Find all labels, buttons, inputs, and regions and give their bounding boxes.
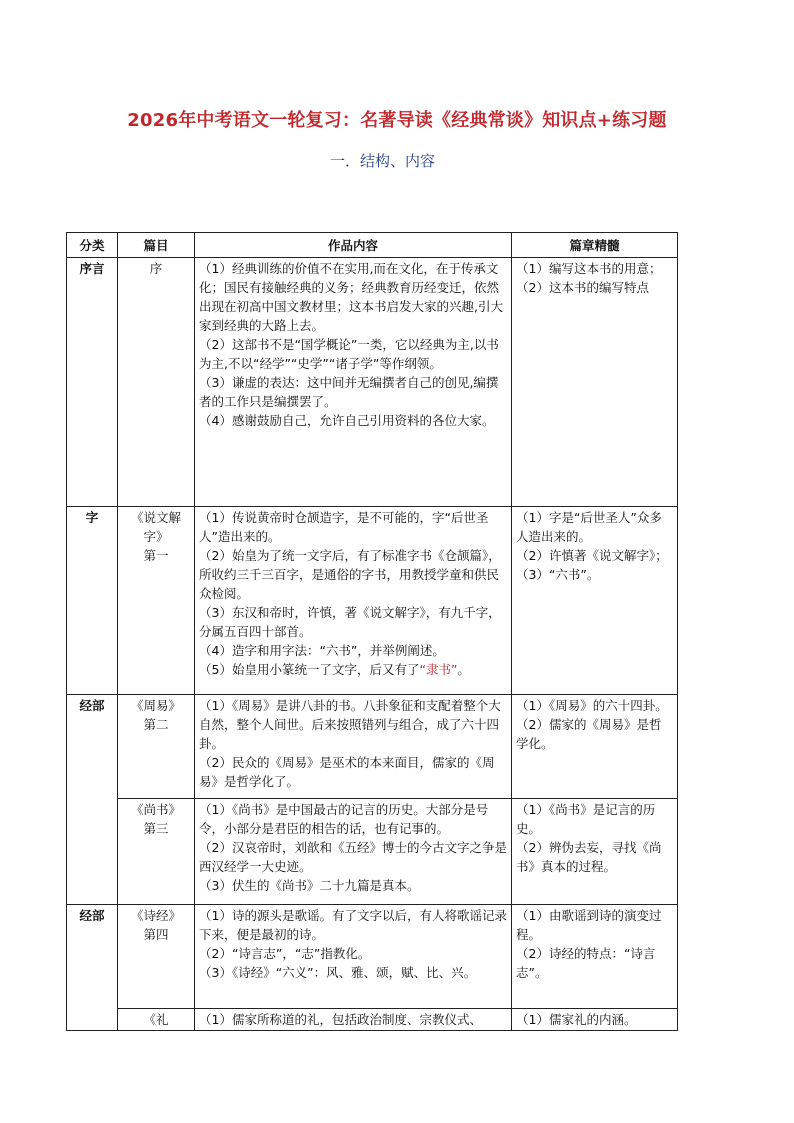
content-cell [195, 799, 512, 905]
chapter-cell [118, 905, 195, 1009]
content-item: （2）始皇为了统一文字后，有了标准字书《仓颉篇》，所收约三千三百字，是通俗的字书，用教授学童和供民众检阅。 [199, 548, 501, 601]
essence-item: （1）字是“后世圣人”众多人造出来的。 [516, 510, 662, 544]
essence-item: （3）“六书”。 [516, 567, 600, 582]
content-item: （2）汉哀帝时，刘歆和《五经》博士的今古文字之争是西汉经学一大史迹。 [199, 840, 507, 874]
header-content: 作品内容 [195, 233, 512, 258]
header-chapter: 篇目 [118, 233, 195, 258]
chapter-cell [118, 507, 195, 695]
content-item: （4）造字和用字法：“六书”，并举例阐述。 [199, 643, 445, 658]
chapter-line: 第一 [143, 548, 169, 563]
chapter-cell [118, 799, 195, 905]
essence-cell [512, 1009, 678, 1031]
chapter-line: 《礼 [143, 1012, 169, 1027]
category-cell: 经部 [67, 905, 118, 1031]
category-cell: 序言 [67, 258, 118, 507]
chapter-line: 第二 [143, 717, 169, 732]
essence-item: （2）这本书的编写特点 [516, 280, 649, 295]
content-item: （2）这部书不是“国学概论”一类，它以经典为主,以书为主,不以“经学”“史学”“诸子学”等作纲领。 [199, 337, 499, 371]
content-item: （1）传说黄帝时仓颉造字，是不可能的，字“后世圣人”造出来的。 [199, 510, 489, 544]
chapter-line: 《说文解 [130, 510, 181, 525]
essence-cell [512, 905, 678, 1009]
content-item: （1）《周易》是讲八卦的书。八卦象征和支配着整个大自然，整个人间世。后来按照错列与组合，成了六十四卦。 [199, 698, 501, 751]
essence-cell [512, 507, 678, 695]
content-item: （1）儒家所称道的礼，包括政治制度、宗教仪式、 [199, 1012, 482, 1027]
content-cell [195, 258, 512, 507]
content-item: （5）始皇用小篆统一了文字，后又有了“隶书”。 [199, 662, 470, 677]
content-cell [195, 695, 512, 799]
header-essence: 篇章精髓 [512, 233, 678, 258]
page-title: 2026年中考语文一轮复习：名著导读《经典常谈》知识点+练习题 [127, 110, 667, 131]
table-row [67, 258, 678, 507]
essence-item: （2）诗经的特点：“诗言志”。 [516, 946, 656, 980]
category-cell: 字 [67, 507, 118, 695]
chapter-line: 第三 [143, 821, 169, 836]
content-table [66, 232, 678, 1031]
chapter-line: 《诗经》 [130, 908, 181, 923]
content-item: （1）诗的源头是歌谣。有了文字以后，有人将歌谣记录下来，便是最初的诗。 [199, 908, 507, 942]
table-row [67, 799, 678, 905]
content-cell [195, 905, 512, 1009]
chapter-line: 序 [149, 261, 163, 276]
content-item: （3）伏生的《尚书》二十九篇是真本。 [199, 878, 420, 893]
essence-item: （1）《尚书》是记言的历史。 [516, 802, 656, 836]
essence-item: （1）编写这本书的用意； [516, 261, 662, 276]
chapter-cell [118, 258, 195, 507]
content-item: （2）“诗言志”，“志”指教化。 [199, 946, 371, 961]
table-row [67, 1009, 678, 1031]
content-item: （4）感谢鼓励自己，允许自己引用资料的各位大家。 [199, 413, 495, 428]
chapter-line: 第四 [143, 927, 169, 942]
chapter-cell [118, 695, 195, 799]
essence-item: （1）由歌谣到诗的演变过程。 [516, 908, 662, 942]
essence-cell [512, 799, 678, 905]
section-heading: 一．结构、内容 [330, 152, 436, 170]
essence-item: （1）《周易》的六十四卦。 [516, 698, 668, 713]
content-item: （3）东汉和帝时，许慎，著《说文解字》，有九千字，分属五百四十部首。 [199, 605, 501, 639]
essence-item: （2）许慎著《说文解字》； [516, 548, 668, 563]
content-item: （1）经典训练的价值不在实用,而在文化，在于传承文化；国民有接触经典的义务；经典教育历经变迁，依然出现在初高中国文教材里；这本书启发大家的兴趣,引大家到经典的大路上去。 [199, 261, 503, 333]
content-item: （3）谦虚的表达：这中间并无编撰者自己的创见,编撰者的工作只是编撰罢了。 [199, 375, 499, 409]
table-row [67, 905, 678, 1009]
table-header-row [67, 233, 678, 258]
content-item: （2）民众的《周易》是巫术的本来面目，儒家的《周易》是哲学化了。 [199, 755, 495, 789]
chapter-line: 《周易》 [130, 698, 181, 713]
chapter-line: 字》 [143, 529, 169, 544]
table-row [67, 507, 678, 695]
highlight-term: “隶书” [419, 662, 458, 677]
essence-cell [512, 258, 678, 507]
content-item: （1）《尚书》是中国最古的记言的历史。大部分是号令，小部分是君臣的相告的话，也有记事的。 [199, 802, 489, 836]
table-row [67, 695, 678, 799]
chapter-line: 《尚书》 [130, 802, 181, 817]
essence-item: （2）儒家的《周易》是哲学化。 [516, 717, 662, 751]
header-category: 分类 [67, 233, 118, 258]
chapter-cell [118, 1009, 195, 1031]
content-item: （3）《诗经》“六义”：风、雅、颂，赋、比、兴。 [199, 965, 477, 980]
essence-cell [512, 695, 678, 799]
content-cell [195, 507, 512, 695]
essence-item: （2）辨伪去妄，寻找《尚书》真本的过程。 [516, 840, 662, 874]
essence-item: （1）儒家礼的内涵。 [516, 1012, 637, 1027]
category-cell: 经部 [67, 695, 118, 905]
content-cell [195, 1009, 512, 1031]
